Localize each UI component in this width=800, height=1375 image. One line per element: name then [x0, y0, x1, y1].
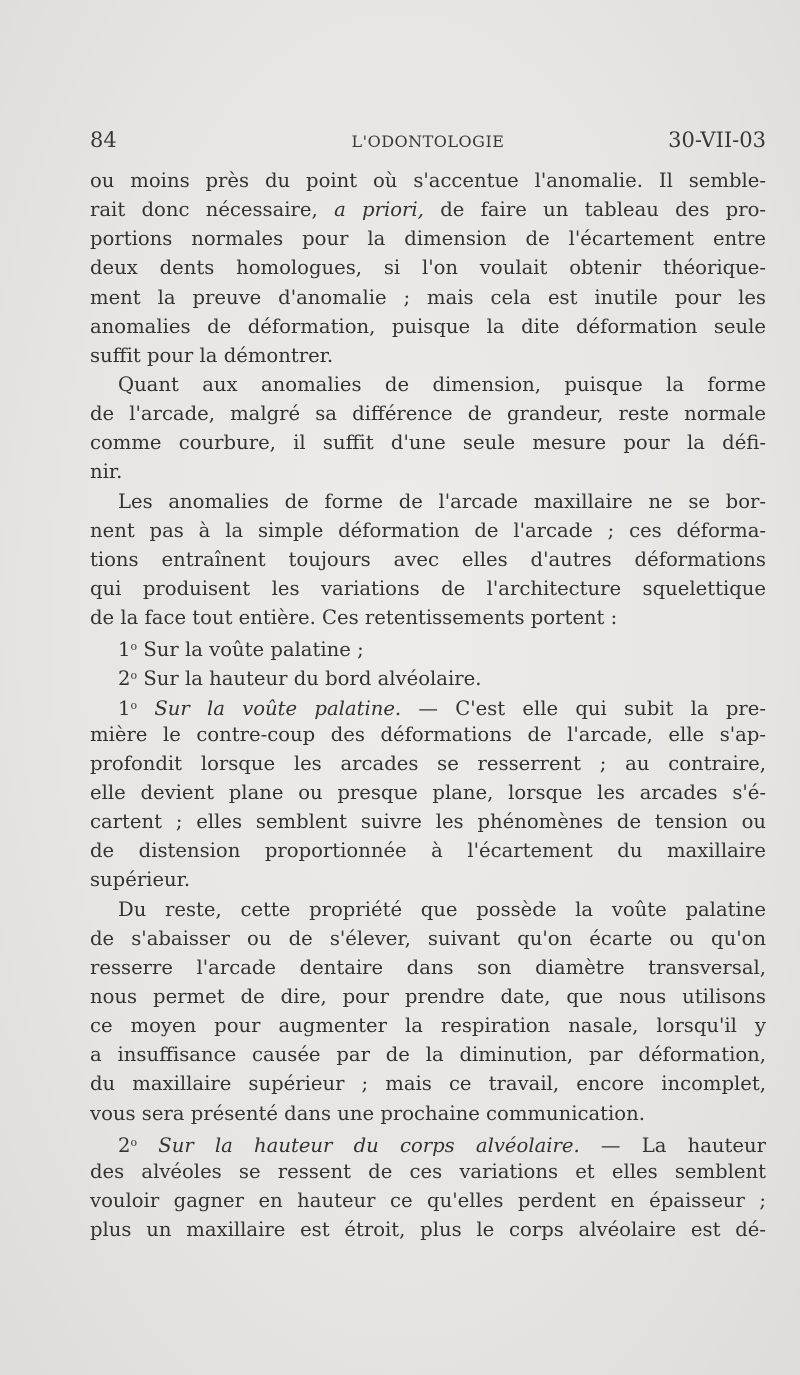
- text-line: [90, 1186, 766, 1215]
- text-fragment: tions entraînent toujours avec elles d'autres déformations: [90, 547, 766, 571]
- page-number: 84: [90, 128, 117, 152]
- text-fragment: nent pas à la simple déformation de l'arcade ; ces déforma-: [90, 518, 766, 542]
- text-fragment: nir.: [90, 460, 123, 484]
- body-text: [90, 166, 766, 1244]
- text-fragment: elle devient plane ou presque plane, lorsque les arcades s'é-: [90, 780, 766, 804]
- text-fragment: mière le contre-coup des déformations de l'arcade, elle s'ap-: [90, 722, 766, 746]
- text-fragment: nous permet de dire, pour prendre date, que nous utilisons: [90, 984, 766, 1008]
- running-header: [90, 128, 766, 158]
- text-line: [90, 370, 766, 399]
- text-line: [90, 545, 766, 574]
- text-line: [90, 953, 766, 982]
- text-fragment: 2: [118, 667, 131, 691]
- text-fragment: 2: [118, 1133, 131, 1157]
- text-fragment: suffit pour la démontrer.: [90, 343, 334, 367]
- text-line: [90, 574, 766, 603]
- text-fragment: de l'arcade, malgré sa différence de grandeur, reste normale: [90, 402, 766, 426]
- text-line: [90, 283, 766, 312]
- text-line: [90, 312, 766, 341]
- text-fragment: ce moyen pour augmenter la respiration nasale, lorsqu'il y: [90, 1014, 766, 1038]
- text-line: [90, 253, 766, 282]
- text-fragment: des alvéoles se ressent de ces variations et elles semblent: [90, 1159, 766, 1183]
- text-fragment: vous sera présenté dans une prochaine communication.: [90, 1101, 645, 1125]
- text-fragment: du maxillaire supérieur ; mais ce travail, encore incomplet,: [90, 1072, 766, 1096]
- text-fragment: anomalies de déformation, puisque la dite déformation seule: [90, 314, 766, 338]
- text-line: [90, 924, 766, 953]
- italic-text: Sur la hauteur du corps alvéolaire.: [158, 1133, 580, 1157]
- ordinal-superscript: o: [130, 698, 138, 712]
- text-fragment: 1: [118, 696, 131, 720]
- text-line: [90, 341, 766, 370]
- text-fragment: supérieur.: [90, 868, 191, 892]
- text-fragment: de la face tout entière. Ces retentissements portent :: [90, 606, 618, 630]
- text-line: [90, 632, 766, 661]
- italic-text: Sur la voûte palatine.: [154, 696, 402, 720]
- text-line: [90, 895, 766, 924]
- text-line: [90, 778, 766, 807]
- text-line: [90, 516, 766, 545]
- text-fragment: rait donc nécessaire,: [90, 198, 335, 222]
- text-fragment: comme courbure, il suffit d'une seule mesure pour la défi-: [90, 431, 766, 455]
- text-line: [90, 428, 766, 457]
- italic-text: a priori,: [334, 198, 424, 222]
- text-fragment: de s'abaisser ou de s'élever, suivant qu'on écarte ou qu'on: [90, 926, 766, 950]
- text-line: [90, 603, 766, 632]
- text-line: [90, 691, 766, 720]
- text-fragment: de distension proportionnée à l'écartement du maxillaire: [90, 839, 766, 863]
- text-line: [90, 807, 766, 836]
- text-fragment: — C'est elle qui subit la pre-: [401, 696, 766, 720]
- text-line: [90, 836, 766, 865]
- text-fragment: de faire un tableau des pro-: [423, 198, 767, 222]
- ordinal-superscript: o: [130, 669, 138, 683]
- text-line: [90, 1040, 766, 1069]
- text-fragment: Les anomalies de forme de l'arcade maxillaire ne se bor-: [118, 489, 766, 513]
- text-fragment: plus un maxillaire est étroit, plus le corps alvéolaire est dé-: [90, 1218, 766, 1242]
- issue-date: 30-VII-03: [668, 128, 766, 152]
- text-line: [90, 1099, 766, 1128]
- text-fragment: cartent ; elles semblent suivre les phénomènes de tension ou: [90, 810, 766, 834]
- text-fragment: ment la preuve d'anomalie ; mais cela est inutile pour les: [90, 285, 766, 309]
- text-fragment: 1: [118, 638, 131, 662]
- text-fragment: — La hauteur: [579, 1133, 766, 1157]
- text-fragment: Du reste, cette propriété que possède la voûte palatine: [118, 897, 766, 921]
- text-fragment: ou moins près du point où s'accentue l'anomalie. Il semble-: [90, 169, 766, 192]
- text-line: [90, 224, 766, 253]
- text-line: [90, 1215, 766, 1244]
- text-line: [90, 1069, 766, 1098]
- text-fragment: Sur la voûte palatine ;: [137, 638, 364, 662]
- text-fragment: profondit lorsque les arcades se resserrent ; au contraire,: [90, 751, 766, 775]
- text-line: [90, 457, 766, 486]
- text-line: [90, 487, 766, 516]
- text-line: [90, 195, 766, 224]
- text-line: [90, 1157, 766, 1186]
- text-line: [90, 1128, 766, 1157]
- ordinal-superscript: o: [130, 640, 138, 654]
- text-fragment: qui produisent les variations de l'architecture squelettique: [90, 576, 766, 600]
- text-line: [90, 749, 766, 778]
- text-fragment: a insuffisance causée par de la diminution, par déformation,: [90, 1043, 766, 1067]
- journal-title: L'ODONTOLOGIE: [351, 132, 505, 151]
- text-line: [90, 1011, 766, 1040]
- text-line: [90, 982, 766, 1011]
- text-line: [90, 661, 766, 690]
- text-fragment: vouloir gagner en hauteur ce qu'elles perdent en épaisseur ;: [90, 1188, 766, 1212]
- text-fragment: Quant aux anomalies de dimension, puisque la forme: [118, 372, 766, 396]
- text-fragment: [137, 697, 154, 720]
- text-line: [90, 865, 766, 894]
- ordinal-superscript: o: [130, 1135, 138, 1149]
- text-fragment: [137, 1134, 158, 1157]
- text-fragment: Sur la hauteur du bord alvéolaire.: [137, 667, 482, 691]
- text-line: [90, 166, 766, 195]
- text-line: [90, 720, 766, 749]
- text-fragment: deux dents homologues, si l'on voulait obtenir théorique-: [90, 256, 766, 280]
- text-line: [90, 399, 766, 428]
- text-fragment: portions normales pour la dimension de l'écartement entre: [90, 227, 766, 251]
- text-fragment: resserre l'arcade dentaire dans son diamètre transversal,: [90, 955, 766, 979]
